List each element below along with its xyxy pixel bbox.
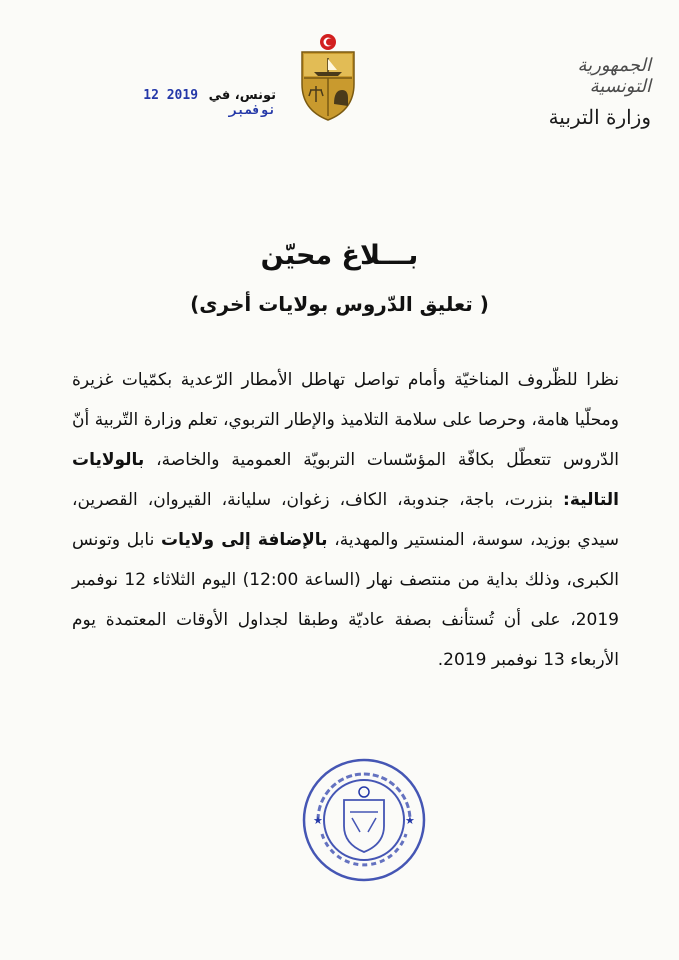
seal-shield: [344, 800, 384, 852]
seal-star-left: ★: [313, 814, 323, 827]
ministry-label: وزارة التربية: [548, 105, 651, 129]
emblem-ship: [314, 72, 342, 76]
body-part-1: نظرا للظّروف المناخيّة وأمام تواصل تهاطل الأمطار الرّعدية بكمّيات غزيرة ومحلّيا هامة، وحرصا على سلامة التلاميذ والإطار التربوي، تعلم وزارة التّربية أنّ الدّروس تتعطّل بكافّة المؤسّسات التربويّة العمومية والخاصة،: [72, 370, 619, 470]
date-stamp: 2019 12 نوفمبر: [143, 88, 276, 118]
date-prefix: تونس، في: [208, 88, 276, 103]
seal-star-right: ★: [405, 814, 415, 827]
ministry-seal-stamp-icon: [300, 756, 428, 884]
body-bold-2: بالإضافة إلى ولايات: [161, 530, 328, 550]
letterhead: [511, 55, 651, 129]
document-subtitle: ( تعليق الدّروس بولايات أخرى): [190, 292, 489, 316]
tunisia-coat-of-arms-icon: [296, 32, 360, 122]
body-part-2: بنزرت، باجة، جندوبة، الكاف، زغوان، سليانة، القيروان، القصرين، سيدي بوزيد، سوسة، المنستير والمهدية،: [72, 490, 620, 550]
body-part-3: نابل وتونس الكبرى، وذلك بداية من منتصف نهار (الساعة 12:00) اليوم الثلاثاء 12 نوفمبر 2019، على أن تُستأنف بصفة عاديّة وطبقا لجداول الأوقات المعتمدة يوم الأربعاء 13 نوفمبر 2019.: [72, 530, 619, 670]
seal-inner-ring: [324, 780, 404, 860]
republic-label: الجمهورية التونسية: [577, 55, 651, 97]
document-title: بـــلاغ محيّن: [260, 240, 419, 271]
seal-emblem-details: [350, 812, 378, 832]
date-line: [96, 88, 276, 118]
seal-disc: [359, 787, 369, 797]
body-bold-1: بالولايات التالية:: [72, 450, 619, 510]
announcement-body: [72, 360, 619, 680]
emblem-crescent: [326, 39, 333, 46]
